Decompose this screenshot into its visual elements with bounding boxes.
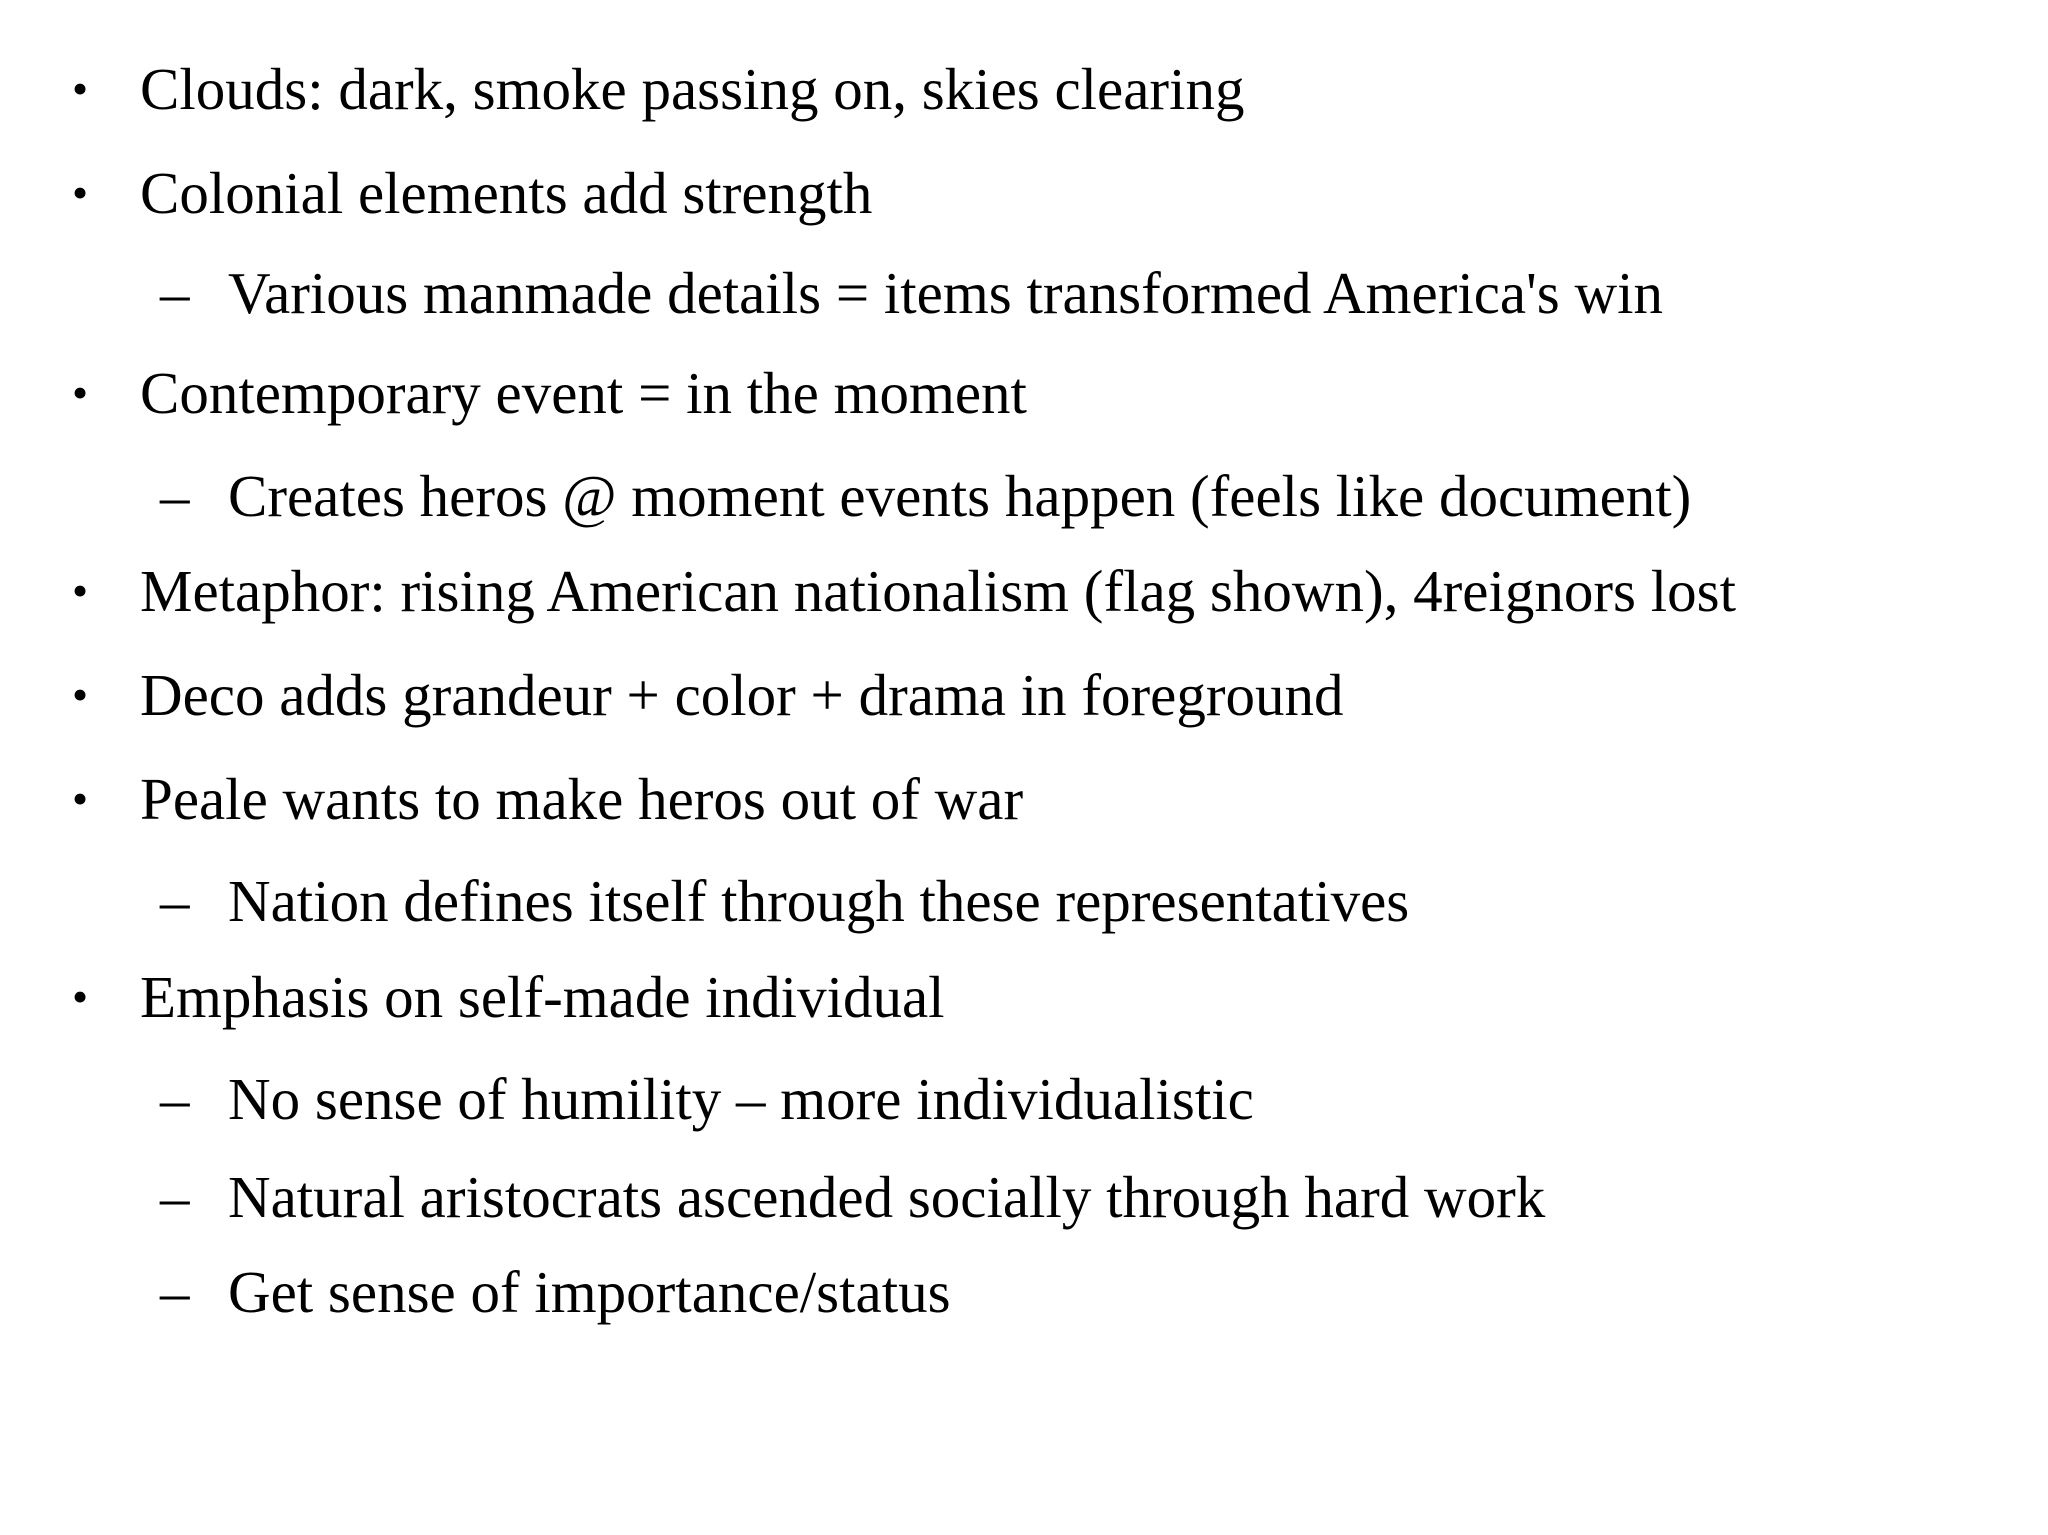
bullet-text: Contemporary event = in the moment xyxy=(140,360,1027,426)
dash-icon: – xyxy=(160,1164,190,1230)
bullet-item xyxy=(72,54,1245,124)
sub-bullet-item xyxy=(160,1257,951,1327)
bullet-text: Deco adds grandeur + color + drama in foreground xyxy=(140,662,1344,728)
bullet-dot-icon: • xyxy=(72,167,89,218)
dash-icon: – xyxy=(160,260,190,326)
dash-icon: – xyxy=(160,1066,190,1132)
bullet-item xyxy=(72,660,1344,730)
dash-icon: – xyxy=(160,463,190,529)
sub-bullet-item xyxy=(160,258,1663,328)
bullet-item xyxy=(72,962,945,1032)
bullet-dot-icon: • xyxy=(72,773,89,824)
sub-bullet-text: Natural aristocrats ascended socially through hard work xyxy=(228,1164,1546,1230)
bullet-dot-icon: • xyxy=(72,367,89,418)
dash-icon: – xyxy=(160,1259,190,1325)
sub-bullet-text: Nation defines itself through these representatives xyxy=(228,868,1410,934)
bullet-text: Peale wants to make heros out of war xyxy=(140,766,1024,832)
sub-bullet-item xyxy=(160,461,1692,531)
bullet-item xyxy=(72,556,1736,626)
bullet-item xyxy=(72,358,1027,428)
bullet-text: Colonial elements add strength xyxy=(140,160,873,226)
sub-bullet-item xyxy=(160,866,1410,936)
sub-bullet-text: Various manmade details = items transformed America's win xyxy=(228,260,1663,326)
sub-bullet-text: Creates heros @ moment events happen (feels like document) xyxy=(228,463,1692,529)
bullet-dot-icon: • xyxy=(72,565,89,616)
bullet-dot-icon: • xyxy=(72,63,89,114)
bullet-text: Emphasis on self-made individual xyxy=(140,964,945,1030)
sub-bullet-item xyxy=(160,1064,1254,1134)
bullet-dot-icon: • xyxy=(72,669,89,720)
sub-bullet-item xyxy=(160,1162,1546,1232)
bullet-text: Clouds: dark, smoke passing on, skies clearing xyxy=(140,56,1245,122)
bullet-item xyxy=(72,764,1024,834)
sub-bullet-text: Get sense of importance/status xyxy=(228,1259,951,1325)
bullet-text: Metaphor: rising American nationalism (flag shown), 4reignors lost xyxy=(140,558,1736,624)
dash-icon: – xyxy=(160,868,190,934)
bullet-item xyxy=(72,158,873,228)
sub-bullet-text: No sense of humility – more individualistic xyxy=(228,1066,1254,1132)
bullet-dot-icon: • xyxy=(72,971,89,1022)
